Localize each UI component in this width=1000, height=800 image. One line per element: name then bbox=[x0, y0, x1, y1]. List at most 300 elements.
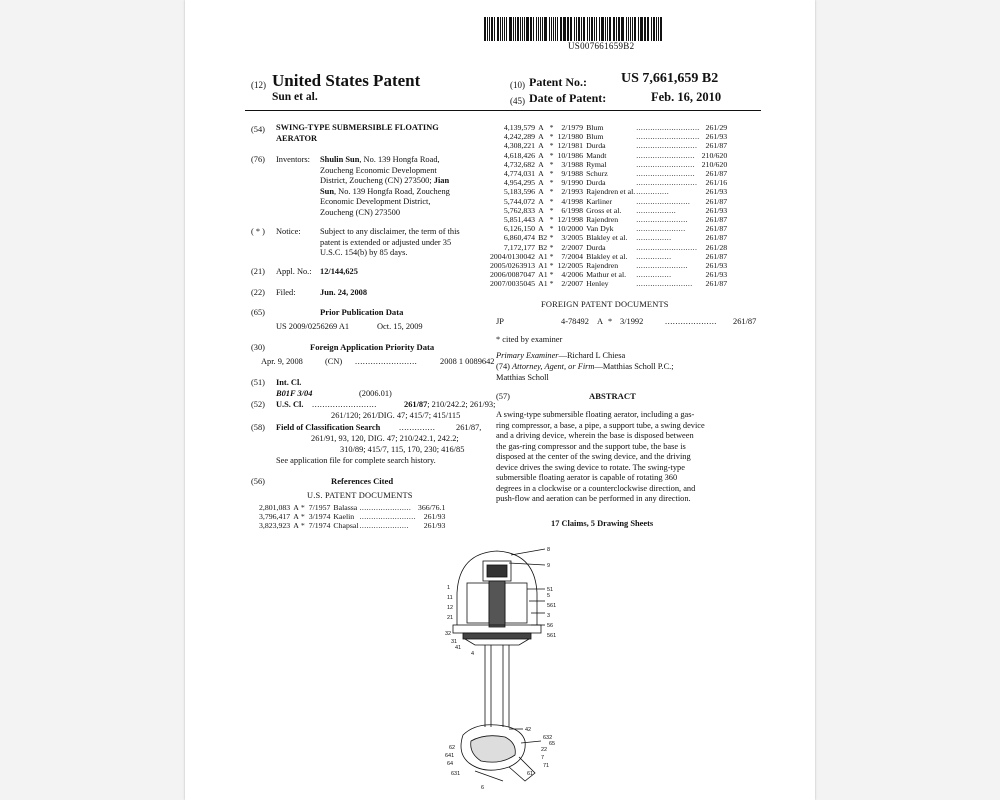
barcode-bar bbox=[574, 17, 575, 41]
ref-date: 3/1988 bbox=[561, 159, 584, 169]
reference-row bbox=[259, 521, 445, 530]
ref-class: 210/620 bbox=[701, 159, 728, 169]
attorney-line-2: Matthias Scholl bbox=[496, 373, 549, 382]
ref-class: 261/28 bbox=[705, 242, 728, 252]
ref-leader: ........................ bbox=[359, 512, 416, 522]
ref-star: * bbox=[549, 242, 554, 252]
authors: Sun et al. bbox=[272, 91, 318, 103]
ref-kind: A bbox=[538, 132, 544, 142]
ref-number: 4,242,289 bbox=[503, 132, 536, 142]
ref-name: Durda bbox=[586, 141, 606, 151]
barcode-bar bbox=[494, 17, 495, 41]
code-52: (52) bbox=[251, 400, 265, 409]
ref-number: 5,851,443 bbox=[503, 215, 536, 225]
barcode-bar bbox=[497, 17, 499, 41]
barcode-bar bbox=[618, 17, 620, 41]
field-search-line-2: 261/91, 93, 120, DIG. 47; 210/242.1, 242.2; bbox=[311, 434, 459, 443]
code-notice: ( * ) bbox=[251, 227, 265, 236]
notice-label: Notice: bbox=[276, 227, 301, 236]
ref-number: 6,126,150 bbox=[503, 224, 536, 234]
barcode-bar bbox=[544, 17, 547, 41]
barcode-bar bbox=[583, 17, 586, 41]
ref-number: 4,308,221 bbox=[503, 141, 536, 151]
barcode-bar bbox=[638, 17, 639, 41]
abstract-line: submersible floating aerator is capable of rotating 360 bbox=[496, 473, 678, 482]
ref-leader: ........................... bbox=[636, 132, 700, 142]
abstract-line: push-flow and aeration can be performed in any direction. bbox=[496, 494, 691, 503]
barcode-bar bbox=[509, 17, 512, 41]
field-search-line-4: See application file for complete search history. bbox=[276, 456, 436, 465]
leader-8 bbox=[511, 549, 545, 555]
ref-class: 261/87 bbox=[705, 233, 728, 243]
ref-leader: ....................... bbox=[636, 196, 691, 206]
barcode-bar bbox=[504, 17, 506, 41]
reference-row bbox=[490, 215, 727, 224]
abstract-heading: ABSTRACT bbox=[589, 391, 636, 401]
barcode-bar bbox=[551, 17, 553, 41]
field-search-leader: .............. bbox=[399, 423, 436, 432]
barcode-bar bbox=[576, 17, 577, 41]
ref-number: 4,954,295 bbox=[503, 178, 536, 188]
ref-leader: ...................... bbox=[636, 261, 688, 271]
ref-leader: .......................... bbox=[636, 242, 698, 252]
ref-kind: A1 bbox=[538, 251, 548, 261]
us-docs-heading: U.S. PATENT DOCUMENTS bbox=[307, 491, 413, 500]
ref-kind: A1 bbox=[538, 270, 548, 280]
ref-leader: ......................... bbox=[636, 159, 695, 169]
title-line-1: SWING-TYPE SUBMERSIBLE FLOATING bbox=[276, 123, 439, 132]
ref-class: 261/29 bbox=[705, 123, 728, 132]
abstract-body bbox=[496, 410, 766, 505]
ref-kind: A bbox=[538, 141, 544, 151]
label-632: 632 bbox=[543, 735, 553, 741]
ref-star: * bbox=[549, 261, 554, 271]
ref-leader: ........................... bbox=[636, 123, 700, 132]
reference-row bbox=[490, 132, 727, 141]
ref-number: 4,774,031 bbox=[503, 169, 536, 179]
ref-number: 4,732,682 bbox=[503, 159, 536, 169]
ref-date: 12/1980 bbox=[557, 132, 584, 142]
attorney-label: Attorney, Agent, or Firm bbox=[512, 362, 595, 371]
ref-kind: A bbox=[538, 187, 544, 197]
code-56: (56) bbox=[251, 477, 265, 486]
reference-row bbox=[490, 178, 727, 187]
label-7: 7 bbox=[541, 755, 545, 761]
ref-number: 5,183,596 bbox=[503, 187, 536, 197]
inventor-name-2a: Jian bbox=[433, 176, 450, 185]
abstract-line: degrees in a clockwise or a counterclockwise direction, and bbox=[496, 483, 696, 493]
ref-name: Rymal bbox=[586, 159, 607, 169]
barcode-bar bbox=[553, 17, 554, 41]
filed-label: Filed: bbox=[276, 288, 296, 297]
ref-class: 261/87 bbox=[705, 215, 728, 225]
barcode-bar bbox=[607, 17, 608, 41]
barcode-bar bbox=[621, 17, 624, 41]
barcode-bar bbox=[491, 17, 494, 41]
barcode-bar bbox=[640, 17, 643, 41]
ref-leader: ............... bbox=[636, 270, 672, 280]
ref-number: 6,860,474 bbox=[503, 233, 536, 243]
barcode-bar bbox=[605, 17, 606, 41]
ref-star: * bbox=[300, 521, 305, 531]
foreign-doc-country: JP bbox=[496, 317, 504, 326]
ref-date: 12/1981 bbox=[557, 141, 584, 151]
ref-class: 261/87 bbox=[705, 251, 728, 261]
ref-star: * bbox=[549, 178, 554, 188]
leader-632 bbox=[521, 741, 541, 743]
prior-pub-heading: Prior Publication Data bbox=[320, 307, 404, 317]
inventor-address-1c: District, Zoucheng (CN) 273500; bbox=[320, 176, 432, 185]
ref-date: 2/1979 bbox=[561, 123, 584, 132]
barcode-bar bbox=[536, 17, 537, 41]
ref-class: 261/87 bbox=[705, 224, 728, 234]
ref-name: Blum bbox=[586, 132, 604, 142]
title-line-2: AERATOR bbox=[276, 133, 318, 143]
label-4: 4 bbox=[471, 651, 475, 657]
barcode-bar bbox=[522, 17, 523, 41]
barcode-bar bbox=[515, 17, 516, 41]
foreign-priority-country: (CN) bbox=[325, 357, 343, 366]
barcode-bar bbox=[563, 17, 566, 41]
field-search-line-1: 261/87, bbox=[456, 423, 482, 432]
header-rule bbox=[245, 110, 761, 111]
ref-star: * bbox=[549, 251, 554, 261]
reference-row bbox=[490, 252, 727, 261]
abstract-line: device drives the swing device to rotate. The swing-type bbox=[496, 462, 685, 472]
code-22: (22) bbox=[251, 288, 265, 297]
barcode-bar bbox=[484, 17, 486, 41]
filed-date: Jun. 24, 2008 bbox=[320, 288, 368, 297]
ref-kind: A bbox=[538, 123, 544, 132]
ref-date: 2/2007 bbox=[561, 242, 584, 252]
label-42: 42 bbox=[525, 727, 532, 733]
impeller-chamber bbox=[471, 736, 516, 762]
ref-kind: A bbox=[538, 205, 544, 215]
label-561b: 561 bbox=[547, 633, 557, 639]
inventor-address-1b: Zoucheng Economic Development bbox=[320, 165, 437, 175]
ref-number: 2005/0263913 bbox=[490, 261, 536, 271]
ref-name: Kaelin bbox=[333, 512, 355, 522]
reference-row bbox=[490, 279, 727, 288]
barcode-bar bbox=[578, 17, 580, 41]
barcode-bar bbox=[644, 17, 645, 41]
barcode-bar bbox=[616, 17, 617, 41]
foreign-doc-number: 4-78492 bbox=[561, 317, 589, 326]
ref-star: * bbox=[300, 512, 305, 522]
ref-class: 366/76.1 bbox=[417, 503, 446, 512]
ref-star: * bbox=[549, 123, 554, 132]
swing-base bbox=[465, 639, 529, 645]
ref-name: Durda bbox=[586, 242, 606, 252]
barcode-bar bbox=[549, 17, 550, 41]
barcode-bar bbox=[589, 17, 590, 41]
ref-name: Blum bbox=[586, 123, 604, 132]
ref-star: * bbox=[549, 196, 554, 206]
barcode-bar bbox=[658, 17, 659, 41]
reference-row bbox=[490, 243, 727, 252]
ref-date: 4/1998 bbox=[561, 196, 584, 206]
ref-class: 261/87 bbox=[705, 141, 728, 151]
ref-name: Mathur et al. bbox=[586, 270, 627, 280]
label-51: 51 bbox=[547, 587, 554, 593]
references-heading: References Cited bbox=[331, 476, 394, 486]
foreign-priority-number: 2008 1 0089642 bbox=[440, 357, 495, 366]
label-65: 65 bbox=[549, 741, 556, 747]
ref-star: * bbox=[549, 224, 554, 234]
foreign-priority-leader: ........................ bbox=[355, 357, 418, 366]
barcode-bar bbox=[596, 17, 597, 41]
ref-leader: ................. bbox=[636, 205, 677, 215]
inventor-address-1a: , No. 139 Hongfa Road, bbox=[359, 155, 440, 164]
ref-kind: A bbox=[538, 150, 544, 160]
ref-number: 2,801,083 bbox=[259, 503, 291, 512]
ref-number: 3,823,923 bbox=[259, 521, 291, 531]
ref-class: 261/87 bbox=[705, 196, 728, 206]
barcode-bar bbox=[626, 17, 627, 41]
prior-pub-date: Oct. 15, 2009 bbox=[377, 322, 423, 331]
ref-class: 261/93 bbox=[423, 512, 446, 522]
ref-leader: .......................... bbox=[636, 141, 698, 151]
barcode-bar bbox=[614, 17, 615, 41]
ref-name: Balassa bbox=[333, 503, 358, 512]
ref-date: 10/2000 bbox=[557, 224, 584, 234]
ref-class: 210/620 bbox=[701, 150, 728, 160]
barcode-bar bbox=[568, 17, 569, 41]
ref-leader: ............... bbox=[636, 233, 672, 243]
barcode-bar bbox=[599, 17, 601, 41]
inventor-address-2a: , No. 139 Hongfa Road, Zoucheng bbox=[333, 186, 450, 196]
reference-row bbox=[490, 141, 727, 150]
reference-row bbox=[490, 224, 727, 233]
label-31: 31 bbox=[451, 639, 458, 645]
bottom-rib bbox=[475, 771, 503, 781]
us-cl-main: 261/87 bbox=[404, 400, 428, 409]
ref-name: Van Dyk bbox=[586, 224, 614, 234]
ref-star: * bbox=[300, 503, 305, 512]
barcode-bar bbox=[567, 17, 568, 41]
ref-name: Blakley et al. bbox=[586, 251, 628, 261]
outlet-pipe bbox=[509, 757, 535, 781]
appl-no: 12/144,625 bbox=[320, 267, 358, 276]
ref-kind: A bbox=[538, 159, 544, 169]
label-22: 22 bbox=[541, 747, 548, 753]
ref-number: 4,139,579 bbox=[503, 123, 536, 132]
int-cl-code: B01F 3/04 bbox=[276, 389, 313, 398]
inventor-name-2b: Sun bbox=[320, 186, 334, 196]
ref-number: 7,172,177 bbox=[503, 242, 536, 252]
ref-star: * bbox=[549, 159, 554, 169]
foreign-doc-star: * bbox=[608, 317, 613, 326]
label-32: 32 bbox=[445, 631, 452, 637]
barcode-bar bbox=[581, 17, 582, 41]
code-30: (30) bbox=[251, 343, 265, 352]
barcode-bar bbox=[628, 17, 630, 41]
ref-star: * bbox=[549, 215, 554, 225]
notice-block bbox=[320, 227, 460, 259]
barcode-bar bbox=[630, 17, 631, 41]
foreign-docs-heading: FOREIGN PATENT DOCUMENTS bbox=[541, 300, 669, 309]
code-21: (21) bbox=[251, 267, 265, 276]
attorney-line-1: —Matthias Scholl P.C.; bbox=[594, 362, 674, 371]
examiner-label: Primary Examiner bbox=[496, 351, 559, 360]
shaft-block bbox=[489, 581, 505, 627]
reference-row bbox=[490, 270, 727, 279]
inventor-name-1: Shulin Sun bbox=[320, 155, 360, 164]
ref-class: 261/93 bbox=[705, 261, 728, 271]
barcode-bar bbox=[557, 17, 558, 41]
ref-kind: A bbox=[293, 503, 299, 512]
ref-class: 261/93 bbox=[705, 132, 728, 142]
ref-number: 2004/0130042 bbox=[490, 251, 536, 261]
compressor-right bbox=[505, 583, 527, 623]
ref-kind: A bbox=[538, 169, 544, 179]
examiner-name: —Richard L Chiesa bbox=[558, 351, 626, 360]
compressor-left bbox=[467, 583, 489, 623]
abstract-line: and a driving device, wherein the base is disposed between bbox=[496, 431, 694, 440]
ref-date: 3/1974 bbox=[308, 512, 331, 522]
patent-no-label: Patent No.: bbox=[529, 75, 587, 89]
ref-leader: .......................... bbox=[636, 178, 698, 188]
barcode-bar bbox=[538, 17, 540, 41]
ref-leader: ......................... bbox=[636, 169, 695, 179]
ref-name: Chapsal bbox=[333, 521, 359, 531]
ref-star: * bbox=[549, 169, 554, 179]
ref-star: * bbox=[549, 132, 554, 142]
code-58: (58) bbox=[251, 423, 265, 432]
int-cl-year: (2006.01) bbox=[359, 389, 392, 398]
barcode-bar bbox=[506, 17, 507, 41]
ref-name: Rajendren bbox=[586, 261, 619, 271]
foreign-doc-kind: A bbox=[597, 317, 604, 326]
label-5: 5 bbox=[547, 593, 551, 599]
barcode-bar bbox=[651, 17, 652, 41]
ref-kind: A bbox=[538, 196, 544, 206]
ref-name: Blakley et al. bbox=[586, 233, 628, 243]
ref-kind: A bbox=[538, 224, 544, 234]
barcode-bar bbox=[570, 17, 572, 41]
barcode-bar bbox=[540, 17, 541, 41]
prior-pub-number: US 2009/0256269 A1 bbox=[276, 322, 350, 331]
ref-date: 7/1974 bbox=[308, 521, 331, 531]
barcode-bar bbox=[653, 17, 655, 41]
label-6: 6 bbox=[481, 785, 485, 791]
ref-leader: ...................... bbox=[636, 215, 688, 225]
motor-core bbox=[487, 565, 507, 577]
reference-row bbox=[490, 160, 727, 169]
ref-name: Henley bbox=[586, 279, 609, 289]
reference-row bbox=[490, 169, 727, 178]
barcode-bar bbox=[489, 17, 490, 41]
ref-class: 261/87 bbox=[705, 169, 728, 179]
abstract-line: A swing-type submersible floating aerator, including a gas- bbox=[496, 410, 695, 419]
code-54: (54) bbox=[251, 125, 265, 134]
code-51: (51) bbox=[251, 378, 265, 387]
ref-date: 7/2004 bbox=[561, 251, 584, 261]
ref-number: 2007/0035045 bbox=[490, 279, 536, 289]
code-57: (57) bbox=[496, 392, 510, 401]
ref-kind: A1 bbox=[538, 261, 548, 271]
ref-number: 5,744,072 bbox=[503, 196, 536, 206]
reference-row bbox=[490, 187, 727, 196]
label-1: 1 bbox=[447, 585, 451, 591]
barcode-bar bbox=[555, 17, 556, 41]
reference-row bbox=[490, 233, 727, 242]
claims-summary: 17 Claims, 5 Drawing Sheets bbox=[551, 519, 654, 528]
ref-class: 261/93 bbox=[423, 521, 446, 531]
reference-row bbox=[490, 197, 727, 206]
ref-class: 261/93 bbox=[705, 205, 728, 215]
ref-date: 6/1998 bbox=[561, 205, 584, 215]
notice-line-1: Subject to any disclaimer, the term of this bbox=[320, 227, 460, 236]
ref-name: Gross et al. bbox=[586, 205, 622, 215]
barcode bbox=[484, 17, 664, 41]
us-cl-line-1: ; 210/242.2; 261/93; bbox=[427, 400, 496, 409]
barcode-bar bbox=[502, 17, 503, 41]
title bbox=[276, 123, 439, 144]
label-631: 631 bbox=[451, 771, 461, 777]
ref-date: 9/1990 bbox=[561, 178, 584, 188]
label-41: 41 bbox=[455, 645, 462, 651]
ref-class: 261/87 bbox=[705, 279, 728, 289]
ref-kind: B2 bbox=[538, 242, 548, 252]
code-74: (74) bbox=[496, 362, 510, 371]
ref-date: 3/2005 bbox=[561, 233, 584, 243]
swing-ring bbox=[463, 633, 531, 639]
barcode-bar bbox=[533, 17, 534, 41]
inventors-label: Inventors: bbox=[276, 155, 310, 164]
barcode-bar bbox=[632, 17, 633, 41]
barcode-bar bbox=[591, 17, 593, 41]
abstract-line: disposed at the center of the swing device, and the driving bbox=[496, 452, 691, 461]
ref-kind: A bbox=[293, 521, 299, 531]
ref-name: Schurz bbox=[586, 169, 608, 179]
code-76: (76) bbox=[251, 155, 265, 164]
ref-leader: ........................ bbox=[636, 279, 693, 289]
barcode-bar bbox=[613, 17, 614, 41]
ref-date: 4/2006 bbox=[561, 270, 584, 280]
barcode-bar bbox=[487, 17, 488, 41]
patent-page bbox=[185, 0, 815, 800]
code-45: (45) bbox=[510, 96, 525, 106]
ref-date: 9/1988 bbox=[561, 169, 584, 179]
aerator-drawing bbox=[445, 545, 575, 800]
reference-row bbox=[490, 206, 727, 215]
date-of-patent-label: Date of Patent: bbox=[529, 91, 607, 105]
label-56: 56 bbox=[547, 623, 554, 629]
ref-leader: ...................... bbox=[359, 503, 412, 512]
ref-number: 2006/0087047 bbox=[490, 270, 536, 280]
inventor-address-2c: Zoucheng (CN) 273500 bbox=[320, 207, 401, 217]
appl-no-label: Appl. No.: bbox=[276, 267, 312, 276]
foreign-priority-date: Apr. 9, 2008 bbox=[261, 357, 303, 366]
barcode-bar bbox=[500, 17, 501, 41]
barcode-bar bbox=[645, 17, 646, 41]
us-cl-leader: ......................... bbox=[312, 400, 377, 409]
ref-date: 2/1993 bbox=[561, 187, 584, 197]
label-641: 641 bbox=[445, 753, 455, 759]
reference-row bbox=[259, 512, 445, 521]
ref-class: 261/16 bbox=[705, 178, 728, 188]
ref-star: * bbox=[549, 279, 554, 289]
barcode-bar bbox=[520, 17, 521, 41]
ref-date: 10/1986 bbox=[557, 150, 584, 160]
ref-name: Mandt bbox=[586, 150, 607, 160]
date-of-patent: Feb. 16, 2010 bbox=[651, 90, 722, 104]
ref-star: * bbox=[549, 150, 554, 160]
barcode-bar bbox=[524, 17, 525, 41]
label-21: 21 bbox=[447, 615, 454, 621]
ref-class: 261/93 bbox=[705, 187, 728, 197]
